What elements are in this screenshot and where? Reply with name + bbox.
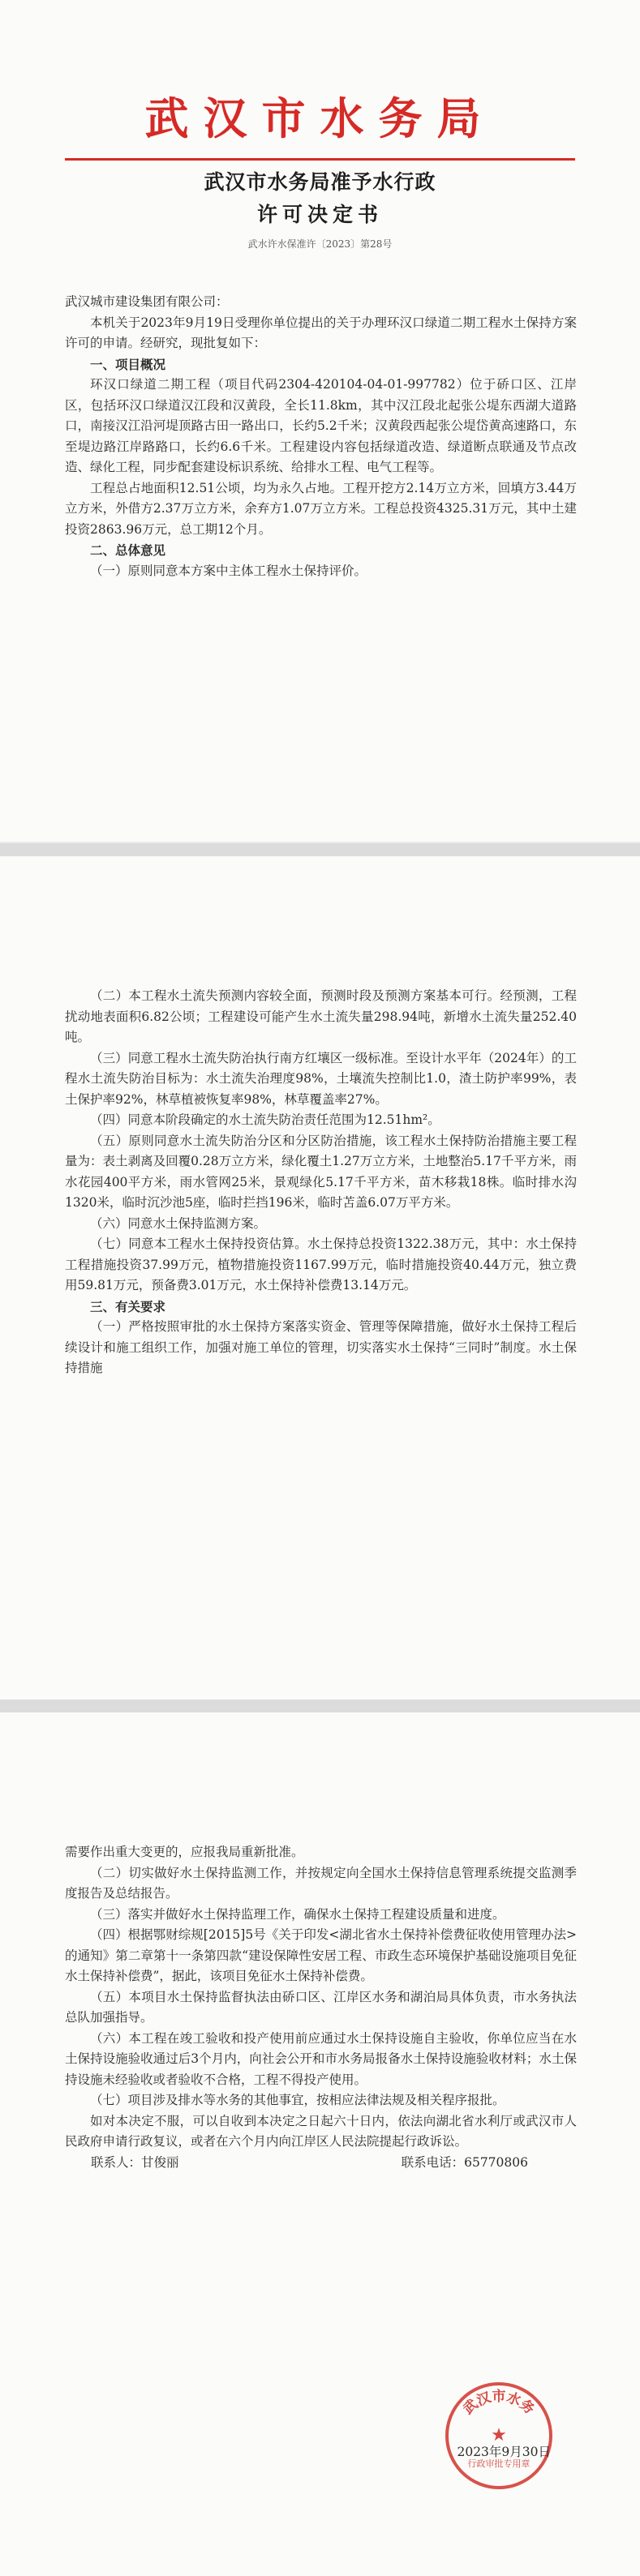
page-separator — [0, 1699, 640, 1712]
section-heading-requirements: 三、有关要求 — [90, 1298, 166, 1314]
document-number: 武水许水保准许〔2023〕第28号 — [247, 238, 393, 250]
red-divider-line — [65, 158, 575, 161]
document-page-2 — [0, 856, 640, 1699]
official-seal-icon — [442, 2379, 556, 2492]
requirement-item-5: （五）本项目水土保持监督执法由硚口区、江岸区水务和湖泊局具体负责，市水务执法总队加强指导。 — [65, 1989, 577, 2025]
requirement-item-1: （一）严格按照审批的水土保持方案落实资金、管理等保障措施，做好水土保持工程后续设计和施工组织工作，加强对施工单位的管理，切实落实水土保持“三同时”制度。水土保持措施 — [65, 1319, 577, 1375]
page1-body — [65, 292, 577, 581]
issue-date: 2023年9月30日 — [457, 2445, 551, 2459]
section-heading-opinion: 二、总体意见 — [90, 542, 166, 558]
document-page-3 — [0, 1712, 640, 2576]
opinion-item-5: （五）原则同意水土流失防治分区和分区防治措施，该工程水土保持防治措施主要工程量为：表土剥离及回覆0.28万立方米，绿化覆土1.27万立方米，土地整治5.17千平方米，雨水花园400平方米，雨水管网25米，景观绿化5.17千平方米，苗木移栽18株。临时排水沟1320米，临时沉沙池5座，临时拦挡196米，临时苫盖6.07万平方米。 — [65, 1133, 577, 1210]
requirement-item-7: （七）项目涉及排水等水务的其他事宜，按相应法律法规及相关程序报批。 — [90, 2093, 505, 2107]
requirement-item-2: （二）切实做好水土保持监测工作，并按规定向全国水土保持信息管理系统提交监测季度报告及总结报告。 — [65, 1865, 577, 1901]
page2-body — [65, 986, 577, 1379]
agency-masthead: 武汉市水务局 — [144, 93, 496, 144]
seal-text-bottom: 行政审批专用章 — [467, 2458, 530, 2469]
overview-paragraph-2: 工程总占地面积12.51公顷，均为永久占地。工程开挖方2.14万立方米，回填方3.44万立方米，外借方2.37万立方米，余弃方1.07万立方米。工程总投资4325.31万元，其中土建投资2863.96万元，总工期12个月。 — [65, 480, 577, 537]
requirement-item-6: （六）本工程在竣工验收和投产使用前应通过水土保持设施自主验收，你单位应当在水土保持设施验收通过后3个月内，向社会公开和市水务局报备水土保持设施验收材料；水土保持设施未经验收或者验收不合格，工程不得投产使用。 — [65, 2030, 577, 2087]
contact-info — [65, 2153, 577, 2174]
salutation: 武汉城市建设集团有限公司： — [65, 294, 229, 309]
svg-text:★: ★ — [491, 2425, 507, 2445]
contact-phone: 联系电话：65770806 — [401, 2154, 528, 2170]
opinion-item-7: （七）同意本工程水土保持投资估算。水土保持总投资1322.38万元，其中：水土保持工程措施投资37.99万元，植物措施投资1167.99万元，临时措施投资40.44万元，独立费用59.81万元，预备费3.01万元，水土保持补偿费13.14万元。 — [65, 1237, 577, 1292]
contact-person: 联系人：甘俊丽 — [91, 2154, 179, 2170]
opinion-item-4: （四）同意本阶段确定的水土流失防治责任范围为12.51hm²。 — [90, 1112, 440, 1127]
opinion-item-6: （六）同意水土保持监测方案。 — [90, 1215, 267, 1231]
seal-text-top: 武汉市水务 — [460, 2389, 538, 2418]
intro-paragraph: 本机关于2023年9月19日受理你单位提出的关于办理环汉口绿道二期工程水土保持方案许可的申请。经研究，现批复如下： — [65, 315, 577, 350]
opinion-item-3: （三）同意工程水土流失防治执行南方红壤区一级标准。至设计水平年（2024年）的工程水土流失防治目标为：水土流失治理度98%，土壤流失控制比1.0，渣土防护率99%，表土保护率92%，林草植被恢复率98%，林草覆盖率27%。 — [65, 1050, 577, 1107]
requirement-item-1-continued: 需要作出重大变更的，应报我局重新批准。 — [65, 1845, 304, 1859]
requirement-item-4: （四）根据鄂财综规[2015]5号《关于印发<湖北省水土保持补偿费征收使用管理办法>的通知》第二章第十一条第四款“建设保障性安居工程、市政生态环境保护基础设施项目免征水土保持补偿费”，据此，该项目免征水土保持补偿费。 — [65, 1927, 577, 1983]
overview-paragraph-1: 环汉口绿道二期工程（项目代码2304-420104-04-01-997782）位于硚口区、江岸区，包括环汉口绿道汉江段和汉黄段，全长11.8km，其中汉江段北起张公堤东西湖大道路口，南接汉江沿河堤顶路古田一路出口，长约5.2千米；汉黄段西起张公堤岱黄高速路口，东至堤边路江岸路路口，长约6.6千米。工程建设内容包括绿道改造、绿道断点联通及节点改造、绿化工程，同步配套建设标识系统、给排水工程、电气工程等。 — [65, 377, 577, 474]
section-heading-overview: 一、项目概况 — [90, 356, 166, 372]
page-separator — [0, 843, 640, 856]
opinion-item-1: （一）原则同意本方案中主体工程水土保持评价。 — [90, 563, 367, 578]
appeal-notice: 如对本决定不服，可以自收到本决定之日起六十日内，依法向湖北省水利厅或武汉市人民政府申请行政复议，或者在六个月内向江岸区人民法院提起行政诉讼。 — [65, 2113, 577, 2149]
requirement-item-3: （三）落实并做好水土保持监理工作，确保水土保持工程建设质量和进度。 — [90, 1906, 505, 1922]
decision-title-line2: 许可决定书 — [256, 203, 383, 226]
page3-body — [65, 1842, 577, 2173]
decision-title-line1: 武汉市水务局准予水行政 — [204, 170, 436, 194]
opinion-item-2: （二）本工程水土流失预测内容较全面，预测时段及预测方案基本可行。经预测，工程扰动地表面积6.82公顷；工程建设可能产生水土流失量298.94吨，新增水土流失量252.40吨。 — [65, 988, 577, 1044]
document-page-1 — [0, 0, 640, 843]
